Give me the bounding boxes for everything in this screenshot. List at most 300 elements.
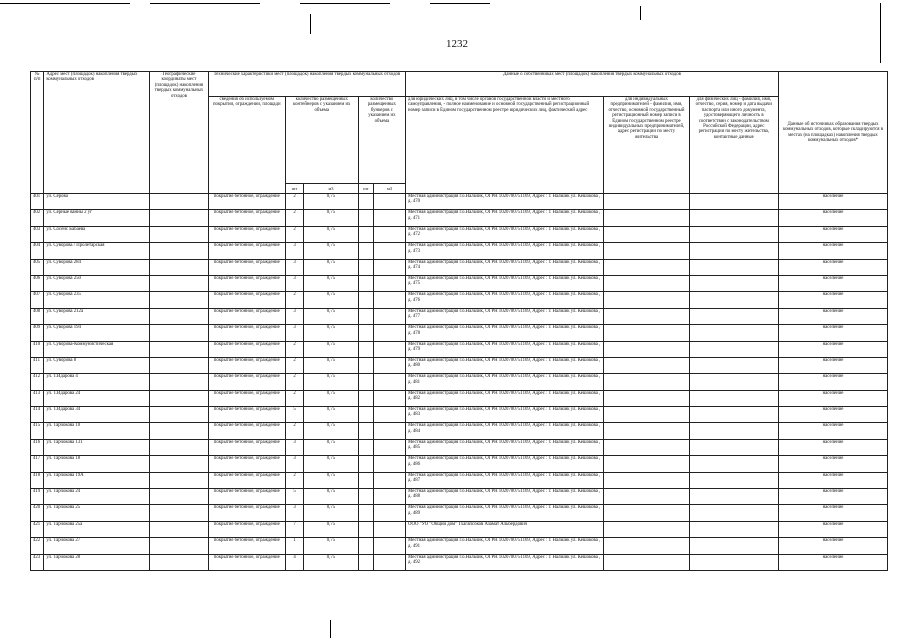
owner-cell: Местная администрация г.о.Нальчик, ОГРН 1020700751169, Адрес : г. Нальчик ул. Кешокова , д. 484: [406, 423, 604, 439]
geo-cell: [150, 259, 209, 275]
surface-cell: покрытие бетонное, ограждение: [208, 439, 285, 455]
container-volume-cell: 0,75: [304, 390, 358, 406]
address-cell: ул. Серова: [44, 194, 150, 210]
scan-mark: [880, 3, 881, 63]
container-volume-cell: 0,75: [304, 439, 358, 455]
bunker-count-cell: [358, 489, 373, 505]
source-cell: население: [779, 489, 888, 505]
table-row: [31, 439, 888, 455]
geo-cell: [150, 472, 209, 488]
ip-cell: [604, 341, 689, 357]
surface-cell: покрытие бетонное, ограждение: [208, 489, 285, 505]
individual-cell: [689, 407, 778, 423]
geo-cell: [150, 325, 209, 341]
individual-cell: [689, 308, 778, 324]
geo-cell: [150, 407, 209, 423]
header-bunkers: количество размещенных бункеров с указанием их объема: [358, 97, 405, 184]
source-cell: население: [779, 423, 888, 439]
owner-cell: Местная администрация г.о.Нальчик, ОГРН 1020700751169, Адрес : г. Нальчик ул. Кешокова , д. 471: [406, 210, 604, 226]
individual-cell: [689, 439, 778, 455]
address-cell: ул. Суворова 284: [44, 259, 150, 275]
address-cell: ул. Тарчокова 25: [44, 505, 150, 521]
surface-cell: покрытие бетонное, ограждение: [208, 374, 285, 390]
source-cell: население: [779, 407, 888, 423]
ip-cell: [604, 243, 689, 259]
geo-cell: [150, 194, 209, 210]
surface-cell: покрытие бетонное, ограждение: [208, 357, 285, 373]
bunker-volume-cell: [374, 538, 406, 554]
container-count-cell: 3: [285, 259, 303, 275]
bunker-volume-cell: [374, 259, 406, 275]
surface-cell: покрытие бетонное, ограждение: [208, 456, 285, 472]
row-number: 420: [31, 505, 44, 521]
address-cell: ул. Тарчокова 131: [44, 439, 150, 455]
header-geo: Географические координаты мест (площадок) накопления твердых коммунальных отходов: [150, 72, 209, 194]
geo-cell: [150, 390, 209, 406]
address-cell: ул. Тарчокова 28: [44, 554, 150, 570]
container-volume-cell: 0,75: [304, 259, 358, 275]
scan-mark: [310, 14, 311, 34]
bunker-volume-cell: [374, 341, 406, 357]
source-cell: население: [779, 341, 888, 357]
ip-cell: [604, 407, 689, 423]
container-count-cell: 5: [285, 489, 303, 505]
source-cell: население: [779, 275, 888, 291]
geo-cell: [150, 439, 209, 455]
scan-mark: [0, 3, 130, 4]
individual-cell: [689, 194, 778, 210]
geo-cell: [150, 554, 209, 570]
owner-cell: ООО "УО "Общий дом" Тхагапсоков Азамат Альбердович: [406, 521, 604, 537]
bunker-count-cell: [358, 194, 373, 210]
owner-cell: Местная администрация г.о.Нальчик, ОГРН 1020700751169, Адрес : г. Нальчик ул. Кешокова , д. 473: [406, 243, 604, 259]
table-row: [31, 292, 888, 308]
geo-cell: [150, 505, 209, 521]
owner-cell: Местная администрация г.о.Нальчик, ОГРН 1020700751169, Адрес : г. Нальчик ул. Кешокова , д. 476: [406, 292, 604, 308]
header-legal: для юридических лиц, в том числе органов государственной власти и местного самоуправления, - полное наименование и основной государственный регистрационный номер записи в Едином государственном реестре юридических лиц, фактический адрес: [406, 97, 604, 194]
container-volume-cell: 0,75: [304, 505, 358, 521]
container-count-cell: 2: [285, 194, 303, 210]
container-volume-cell: 0,75: [304, 243, 358, 259]
row-number: 402: [31, 210, 44, 226]
container-count-cell: 2: [285, 472, 303, 488]
bunker-count-cell: [358, 292, 373, 308]
bunker-volume-cell: [374, 194, 406, 210]
owner-cell: Местная администрация г.о.Нальчик, ОГРН 1020700751169, Адрес : г. Нальчик ул. Кешокова , д. 478: [406, 325, 604, 341]
geo-cell: [150, 489, 209, 505]
source-cell: население: [779, 456, 888, 472]
scan-mark: [640, 6, 641, 20]
surface-cell: покрытие бетонное, ограждение: [208, 554, 285, 570]
table-row: [31, 554, 888, 570]
ip-cell: [604, 390, 689, 406]
surface-cell: покрытие бетонное, ограждение: [208, 292, 285, 308]
container-volume-cell: 0,75: [304, 341, 358, 357]
owner-cell: Местная администрация г.о.Нальчик, ОГРН 1020700751169, Адрес : г. Нальчик ул. Кешокова , д. 477: [406, 308, 604, 324]
ip-cell: [604, 439, 689, 455]
container-count-cell: 2: [285, 357, 303, 373]
bunker-count-cell: [358, 325, 373, 341]
container-count-cell: 3: [285, 439, 303, 455]
geo-cell: [150, 357, 209, 373]
address-cell: ул. Тарчокова 10: [44, 423, 150, 439]
container-volume-cell: 0,75: [304, 407, 358, 423]
owner-cell: Местная администрация г.о.Нальчик, ОГРН 1020700751169, Адрес : г. Нальчик ул. Кешокова , д. 482: [406, 390, 604, 406]
address-cell: ул. Тарчокова 25а: [44, 521, 150, 537]
geo-cell: [150, 292, 209, 308]
row-number: 405: [31, 259, 44, 275]
address-cell: ул. Суворова 235: [44, 292, 150, 308]
container-volume-cell: 0,75: [304, 292, 358, 308]
bunker-count-cell: [358, 538, 373, 554]
container-count-cell: 5: [285, 407, 303, 423]
source-cell: население: [779, 554, 888, 570]
table-row: [31, 505, 888, 521]
owner-cell: Местная администрация г.о.Нальчик, ОГРН 1020700751169, Адрес : г. Нальчик ул. Кешокова , д. 475: [406, 275, 604, 291]
row-number: 409: [31, 325, 44, 341]
row-number: 418: [31, 472, 44, 488]
geo-cell: [150, 275, 209, 291]
table-row: [31, 521, 888, 537]
surface-cell: покрытие бетонное, ограждение: [208, 308, 285, 324]
surface-cell: покрытие бетонное, ограждение: [208, 472, 285, 488]
bunker-count-cell: [358, 226, 373, 242]
bunker-count-cell: [358, 505, 373, 521]
owner-cell: Местная администрация г.о.Нальчик, ОГРН 1020700751169, Адрес : г. Нальчик ул. Кешокова , д. 474: [406, 259, 604, 275]
container-volume-cell: 0,75: [304, 194, 358, 210]
surface-cell: покрытие бетонное, ограждение: [208, 538, 285, 554]
unit-pcs: шт: [358, 184, 373, 194]
geo-cell: [150, 521, 209, 537]
bunker-volume-cell: [374, 554, 406, 570]
bunker-volume-cell: [374, 472, 406, 488]
owner-cell: Местная администрация г.о.Нальчик, ОГРН 1020700751169, Адрес : г. Нальчик ул. Кешокова , д. 492: [406, 554, 604, 570]
bunker-volume-cell: [374, 456, 406, 472]
bunker-count-cell: [358, 374, 373, 390]
geo-cell: [150, 538, 209, 554]
individual-cell: [689, 554, 778, 570]
row-number: 401: [31, 194, 44, 210]
bunker-volume-cell: [374, 489, 406, 505]
source-cell: население: [779, 210, 888, 226]
individual-cell: [689, 341, 778, 357]
container-volume-cell: 0,75: [304, 374, 358, 390]
ip-cell: [604, 308, 689, 324]
bunker-count-cell: [358, 423, 373, 439]
source-cell: население: [779, 259, 888, 275]
ip-cell: [604, 357, 689, 373]
scan-mark: [430, 3, 490, 4]
ip-cell: [604, 292, 689, 308]
ip-cell: [604, 374, 689, 390]
geo-cell: [150, 243, 209, 259]
bunker-volume-cell: [374, 423, 406, 439]
address-cell: ул. Т.Идарова 4: [44, 374, 150, 390]
row-number: 415: [31, 423, 44, 439]
table-row: [31, 243, 888, 259]
row-number: 417: [31, 456, 44, 472]
row-number: 410: [31, 341, 44, 357]
surface-cell: покрытие бетонное, ограждение: [208, 521, 285, 537]
header-individual: для физических лиц - фамилия, имя, отчество, серия, номер и дата выдачи паспорта или иного документа, удостоверяющего личность в соответствии с законодательством Российской Федерации, адрес регистрации по месту жительства, контактные данные: [689, 97, 778, 194]
header-num: № п/п: [31, 72, 44, 194]
surface-cell: покрытие бетонное, ограждение: [208, 243, 285, 259]
bunker-volume-cell: [374, 390, 406, 406]
geo-cell: [150, 341, 209, 357]
individual-cell: [689, 505, 778, 521]
owner-cell: Местная администрация г.о.Нальчик, ОГРН 1020700751169, Адрес : г. Нальчик ул. Кешокова , д. 483: [406, 407, 604, 423]
scan-mark: [300, 3, 390, 4]
container-volume-cell: 0,75: [304, 456, 358, 472]
table-row: [31, 259, 888, 275]
container-count-cell: 3: [285, 308, 303, 324]
row-number: 403: [31, 226, 44, 242]
container-volume-cell: 0,75: [304, 308, 358, 324]
individual-cell: [689, 521, 778, 537]
row-number: 406: [31, 275, 44, 291]
source-cell: население: [779, 521, 888, 537]
source-cell: население: [779, 505, 888, 521]
surface-cell: покрытие бетонное, ограждение: [208, 275, 285, 291]
row-number: 421: [31, 521, 44, 537]
table-row: [31, 489, 888, 505]
bunker-volume-cell: [374, 275, 406, 291]
container-count-cell: 4: [285, 554, 303, 570]
address-cell: ул. Тарчокова 18: [44, 456, 150, 472]
surface-cell: покрытие бетонное, ограждение: [208, 505, 285, 521]
address-cell: ул. Суворова 212а: [44, 308, 150, 324]
owner-cell: Местная администрация г.о.Нальчик, ОГРН 1020700751169, Адрес : г. Нальчик ул. Кешокова , д. 470: [406, 194, 604, 210]
bunker-count-cell: [358, 243, 373, 259]
owner-cell: Местная администрация г.о.Нальчик, ОГРН 1020700751169, Адрес : г. Нальчик ул. Кешокова , д. 472: [406, 226, 604, 242]
surface-cell: покрытие бетонное, ограждение: [208, 423, 285, 439]
container-count-cell: 7: [285, 521, 303, 537]
source-cell: население: [779, 538, 888, 554]
container-volume-cell: 0,75: [304, 521, 358, 537]
individual-cell: [689, 275, 778, 291]
source-cell: население: [779, 472, 888, 488]
container-count-cell: 2: [285, 210, 303, 226]
ip-cell: [604, 456, 689, 472]
bunker-volume-cell: [374, 292, 406, 308]
scan-mark: [150, 3, 260, 4]
container-count-cell: 3: [285, 505, 303, 521]
source-cell: население: [779, 226, 888, 242]
container-count-cell: 2: [285, 292, 303, 308]
address-cell: ул. Т.Идарова 34: [44, 407, 150, 423]
bunker-count-cell: [358, 521, 373, 537]
individual-cell: [689, 292, 778, 308]
owner-cell: Местная администрация г.о.Нальчик, ОГРН 1020700751169, Адрес : г. Нальчик ул. Кешокова , д. 479: [406, 341, 604, 357]
address-cell: ул. Тарчокова 19А: [44, 472, 150, 488]
ip-cell: [604, 210, 689, 226]
table-row: [31, 275, 888, 291]
container-count-cell: 2: [285, 374, 303, 390]
table-row: [31, 226, 888, 242]
row-number: 419: [31, 489, 44, 505]
unit-m3: м3: [374, 184, 406, 194]
owner-cell: Местная администрация г.о.Нальчик, ОГРН 1020700751169, Адрес : г. Нальчик ул. Кешокова , д. 485: [406, 439, 604, 455]
table-row: [31, 423, 888, 439]
container-volume-cell: 0,75: [304, 423, 358, 439]
bunker-volume-cell: [374, 505, 406, 521]
bunker-volume-cell: [374, 374, 406, 390]
owner-cell: Местная администрация г.о.Нальчик, ОГРН 1020700751169, Адрес : г. Нальчик ул. Кешокова , д. 481: [406, 374, 604, 390]
container-volume-cell: 0,75: [304, 357, 358, 373]
bunker-count-cell: [358, 275, 373, 291]
address-cell: ул. Суворова-Коммунистическая: [44, 341, 150, 357]
bunker-count-cell: [358, 341, 373, 357]
waste-sites-table: [30, 71, 888, 571]
individual-cell: [689, 226, 778, 242]
table-row: [31, 472, 888, 488]
row-number: 416: [31, 439, 44, 455]
ip-cell: [604, 259, 689, 275]
row-number: 407: [31, 292, 44, 308]
owner-cell: Местная администрация г.о.Нальчик, ОГРН 1020700751169, Адрес : г. Нальчик ул. Кешокова , д. 491: [406, 538, 604, 554]
header-sources: Данные об источниках образования твердых коммунальных отходов, которые складируются в местах (на площадках) накопления твердых коммунальных отходов*: [779, 72, 888, 194]
row-number: 411: [31, 357, 44, 373]
ip-cell: [604, 423, 689, 439]
table-row: [31, 390, 888, 406]
table-row: [31, 194, 888, 210]
ip-cell: [604, 538, 689, 554]
individual-cell: [689, 456, 778, 472]
bunker-count-cell: [358, 554, 373, 570]
container-volume-cell: 0,75: [304, 325, 358, 341]
table-row: [31, 325, 888, 341]
ip-cell: [604, 489, 689, 505]
owner-cell: Местная администрация г.о.Нальчик, ОГРН 1020700751169, Адрес : г. Нальчик ул. Кешокова , д. 486: [406, 456, 604, 472]
ip-cell: [604, 226, 689, 242]
bunker-volume-cell: [374, 357, 406, 373]
geo-cell: [150, 423, 209, 439]
row-number: 413: [31, 390, 44, 406]
row-number: 422: [31, 538, 44, 554]
bunker-count-cell: [358, 357, 373, 373]
ip-cell: [604, 505, 689, 521]
container-volume-cell: 0,75: [304, 554, 358, 570]
surface-cell: покрытие бетонное, ограждение: [208, 210, 285, 226]
bunker-volume-cell: [374, 308, 406, 324]
address-cell: ул. Серные ванны 2 уг: [44, 210, 150, 226]
bunker-count-cell: [358, 472, 373, 488]
container-count-cell: 2: [285, 390, 303, 406]
table-row: [31, 538, 888, 554]
unit-pcs: шт: [285, 184, 303, 194]
address-cell: ул. Суворова 250: [44, 275, 150, 291]
geo-cell: [150, 308, 209, 324]
header-tech: Технические характеристики мест (площадок) накопления твердых коммунальных отходов: [208, 72, 405, 97]
container-count-cell: 3: [285, 275, 303, 291]
table-row: [31, 456, 888, 472]
individual-cell: [689, 357, 778, 373]
header-containers: количество размещенных контейнеров с указанием их объема: [285, 97, 358, 184]
table-row: [31, 374, 888, 390]
row-number: 412: [31, 374, 44, 390]
address-cell: ул. Тарчокова 24: [44, 489, 150, 505]
container-volume-cell: 0,75: [304, 210, 358, 226]
container-volume-cell: 0,75: [304, 472, 358, 488]
container-count-cell: 1: [285, 538, 303, 554]
table-row: [31, 308, 888, 324]
container-count-cell: 2: [285, 341, 303, 357]
owner-cell: Местная администрация г.о.Нальчик, ОГРН 1020700751169, Адрес : г. Нальчик ул. Кешокова , д. 480: [406, 357, 604, 373]
surface-cell: покрытие бетонное, ограждение: [208, 341, 285, 357]
surface-cell: покрытие бетонное, ограждение: [208, 226, 285, 242]
header-address: Адрес мест (площадок) накопления твердых коммунальных отходов: [44, 72, 150, 194]
source-cell: население: [779, 357, 888, 373]
table-row: [31, 407, 888, 423]
ip-cell: [604, 275, 689, 291]
bunker-count-cell: [358, 308, 373, 324]
individual-cell: [689, 259, 778, 275]
bunker-volume-cell: [374, 521, 406, 537]
surface-cell: покрытие бетонное, ограждение: [208, 325, 285, 341]
ip-cell: [604, 554, 689, 570]
bunker-volume-cell: [374, 210, 406, 226]
bunker-volume-cell: [374, 407, 406, 423]
row-number: 408: [31, 308, 44, 324]
header-ip: для индивидуальных предпринимателей - фамилия, имя, отчество, основной государственный регистрационный номер записи в Едином государственном реестре индивидуальных предпринимателей, адрес регистрации по месту жительства: [604, 97, 689, 194]
surface-cell: покрытие бетонное, ограждение: [208, 390, 285, 406]
bunker-count-cell: [358, 439, 373, 455]
bunker-volume-cell: [374, 439, 406, 455]
source-cell: население: [779, 374, 888, 390]
geo-cell: [150, 210, 209, 226]
ip-cell: [604, 325, 689, 341]
individual-cell: [689, 390, 778, 406]
row-number: 423: [31, 554, 44, 570]
header-surface: сведения об используемом покрытии, ограждении, площади: [208, 97, 285, 194]
bunker-count-cell: [358, 259, 373, 275]
ip-cell: [604, 194, 689, 210]
page-number: 1232: [446, 38, 468, 50]
individual-cell: [689, 472, 778, 488]
source-cell: население: [779, 292, 888, 308]
bunker-count-cell: [358, 407, 373, 423]
container-count-cell: 2: [285, 423, 303, 439]
ip-cell: [604, 472, 689, 488]
bunker-count-cell: [358, 390, 373, 406]
container-volume-cell: 0,75: [304, 275, 358, 291]
bunker-volume-cell: [374, 226, 406, 242]
individual-cell: [689, 423, 778, 439]
unit-m3: м3: [304, 184, 358, 194]
source-cell: население: [779, 308, 888, 324]
source-cell: население: [779, 325, 888, 341]
table-row: [31, 210, 888, 226]
bunker-volume-cell: [374, 325, 406, 341]
geo-cell: [150, 456, 209, 472]
source-cell: население: [779, 439, 888, 455]
individual-cell: [689, 243, 778, 259]
surface-cell: покрытие бетонное, ограждение: [208, 407, 285, 423]
scan-mark: [330, 620, 331, 638]
owner-cell: Местная администрация г.о.Нальчик, ОГРН 1020700751169, Адрес : г. Нальчик ул. Кешокова , д. 489: [406, 505, 604, 521]
individual-cell: [689, 325, 778, 341]
row-number: 414: [31, 407, 44, 423]
address-cell: ул. Суворова 8: [44, 357, 150, 373]
owner-cell: Местная администрация г.о.Нальчик, ОГРН 1020700751169, Адрес : г. Нальчик ул. Кешокова , д. 487: [406, 472, 604, 488]
surface-cell: покрытие бетонное, ограждение: [208, 259, 285, 275]
owner-cell: Местная администрация г.о.Нальчик, ОГРН 1020700751169, Адрес : г. Нальчик ул. Кешокова , д. 488: [406, 489, 604, 505]
container-count-cell: 3: [285, 325, 303, 341]
source-cell: население: [779, 390, 888, 406]
address-cell: ул. Сосенс Бабаева: [44, 226, 150, 242]
container-volume-cell: 0,75: [304, 538, 358, 554]
surface-cell: покрытие бетонное, ограждение: [208, 194, 285, 210]
